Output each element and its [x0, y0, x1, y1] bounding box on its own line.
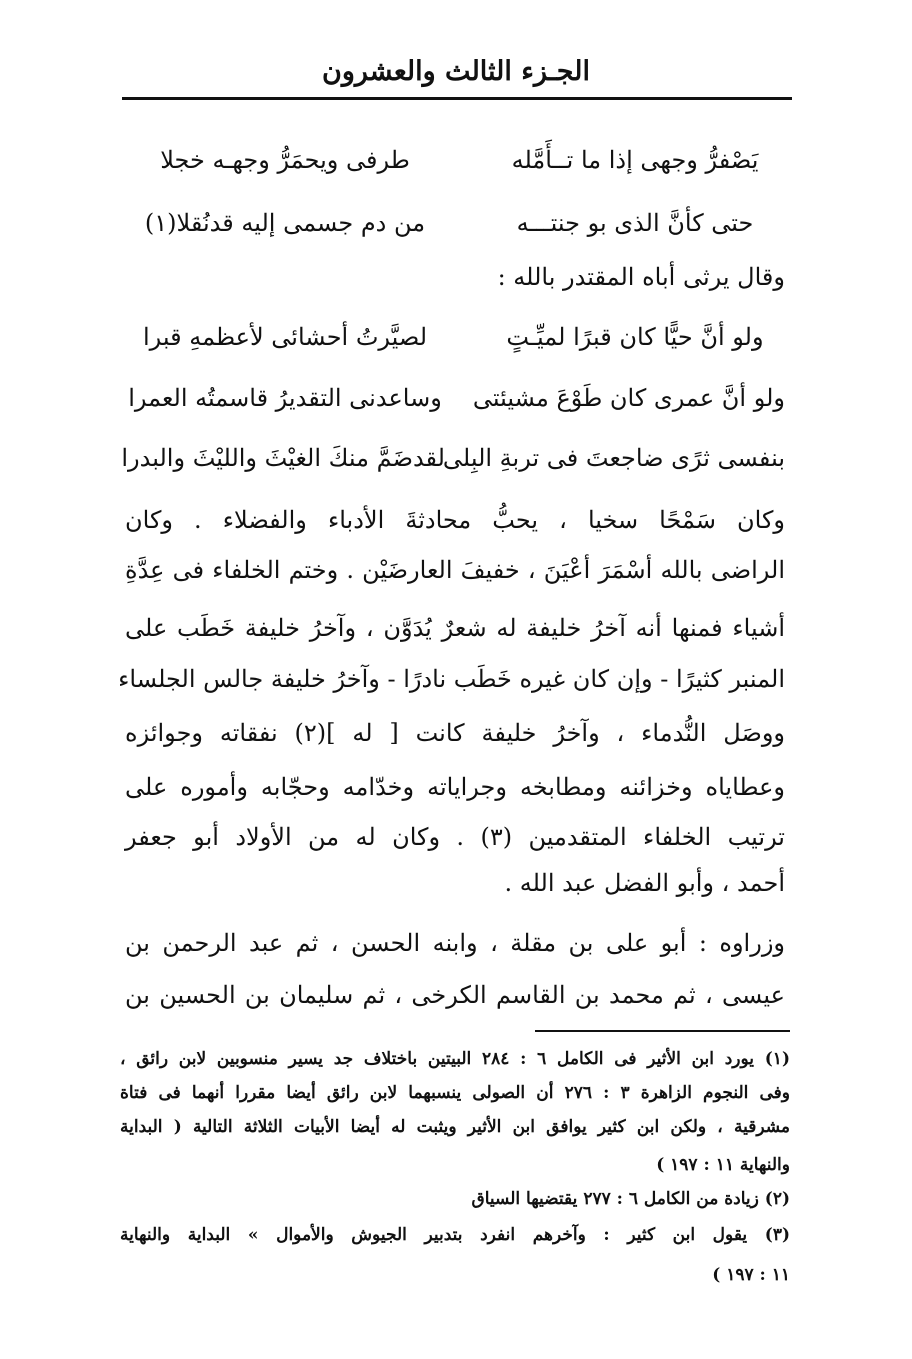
body-text-line: عيسى ، ثم محمد بن القاسم الكرخى ، ثم سليمان بن الحسين بن: [125, 981, 785, 1009]
footnote-line: مشرقية ، ولكن ابن كثير يوافق ابن الأثير ويثبت له أيضا الأبيات الثلاثة التالية ( البداية: [120, 1117, 790, 1137]
body-text-line: وكان سَمْحًا سخيا ، يحبُّ محادثةَ الأدباء والفضلاء . وكان: [125, 506, 785, 534]
body-text-line: المنبر كثيرًا - وإن كان غيره خَطَب نادرًا - وآخرُ خليفة جالس الجلساء: [118, 665, 785, 693]
footnote-rule: [535, 1030, 790, 1032]
poem-verse: [121, 433, 785, 483]
verse-second-hemistich: طرفى ويحمَرُّ وجهـه خجلا: [160, 146, 410, 174]
verse-second-hemistich: من دم جسمى إليه قدنُقلا(١): [144, 209, 426, 237]
footnote-line: (٢) زيادة من الكامل ٦ : ٢٧٧ يقتضيها السياق: [471, 1189, 790, 1209]
footnote-line: (٣) يقول ابن كثير : وآخرهم انفرد بتدبير الجيوش والأموال » البداية والنهاية: [120, 1225, 790, 1245]
footnote-line: والنهاية ١١ : ١٩٧ ): [656, 1155, 790, 1175]
footnote-line: وفى النجوم الزاهرة ٣ : ٢٧٦ أن الصولى ينسبهما لابن رائق أيضا مقررا أنهما فى فتاة: [120, 1083, 790, 1103]
verse-second-hemistich: لصيَّرتُ أحشائى لأعظمهِ قبرا: [142, 323, 428, 351]
verse-first-hemistich: ولو أنَّ حيًّا كان قبرًا لميِّـتٍ: [506, 323, 764, 351]
body-text-line: أشياء فمنها أنه آخرُ خليفة له شعرٌ يُدَوَّن ، وآخرُ خليفة خَطَب على: [125, 614, 785, 642]
header-rule: [122, 97, 792, 100]
running-header: الجـزء الثالث والعشرون: [322, 56, 590, 87]
verse-first-hemistich: بنفسى ثرًى ضاجعتَ فى تربةِ البِلى: [442, 444, 785, 472]
body-text-line: ووصَل النُّدماء ، وآخرُ خليفة كانت [ له ](٢) نفقاته وجوائزه: [125, 719, 785, 747]
poem-verse: [125, 135, 785, 185]
body-text-line: أحمد ، وأبو الفضل عبد الله .: [504, 869, 785, 897]
body-text-line: وزراوه : أبو على بن مقلة ، وابنه الحسن ، ثم عبد الرحمن بن: [125, 929, 785, 957]
poem-verse: [125, 198, 785, 248]
verse-first-hemistich: ولو أنَّ عمرى كان طَوْعَ مشيئتى: [472, 384, 785, 412]
poem-verse: [125, 373, 785, 423]
intro-line: وقال يرثى أباه المقتدر بالله :: [497, 263, 785, 291]
body-text-line: وعطاياه وخزائنه ومطابخه وجراياته وخدّامه وحجّابه وأموره على: [125, 773, 785, 801]
verse-second-hemistich: لقدضَمَّ منكَ الغيْثَ والليْثَ والبدرا: [121, 444, 445, 472]
verse-first-hemistich: حتى كأنَّ الذى بو جنتـــه: [516, 209, 754, 237]
poem-verse: [125, 312, 785, 362]
body-text-line: ترتيب الخلفاء المتقدمين (٣) . وكان له من الأولاد أبو جعفر: [125, 823, 785, 851]
body-text-line: الراضى بالله أسْمَرَ أعْيَنَ ، خفيفَ العارضَيْن . وختم الخلفاء فى عِدَّةِ: [125, 556, 785, 584]
footnote-line: ١١ : ١٩٧ ): [712, 1265, 790, 1285]
footnote-line: (١) يورد ابن الأثير فى الكامل ٦ : ٢٨٤ البيتين باختلاف جد يسير منسوبين لابن رائق ،: [120, 1049, 790, 1069]
verse-second-hemistich: وساعدنى التقديرُ قاسمتُه العمرا: [128, 384, 442, 412]
verse-first-hemistich: يَصْفرُّ وجهى إذا ما تــأَمَّله: [511, 146, 759, 174]
